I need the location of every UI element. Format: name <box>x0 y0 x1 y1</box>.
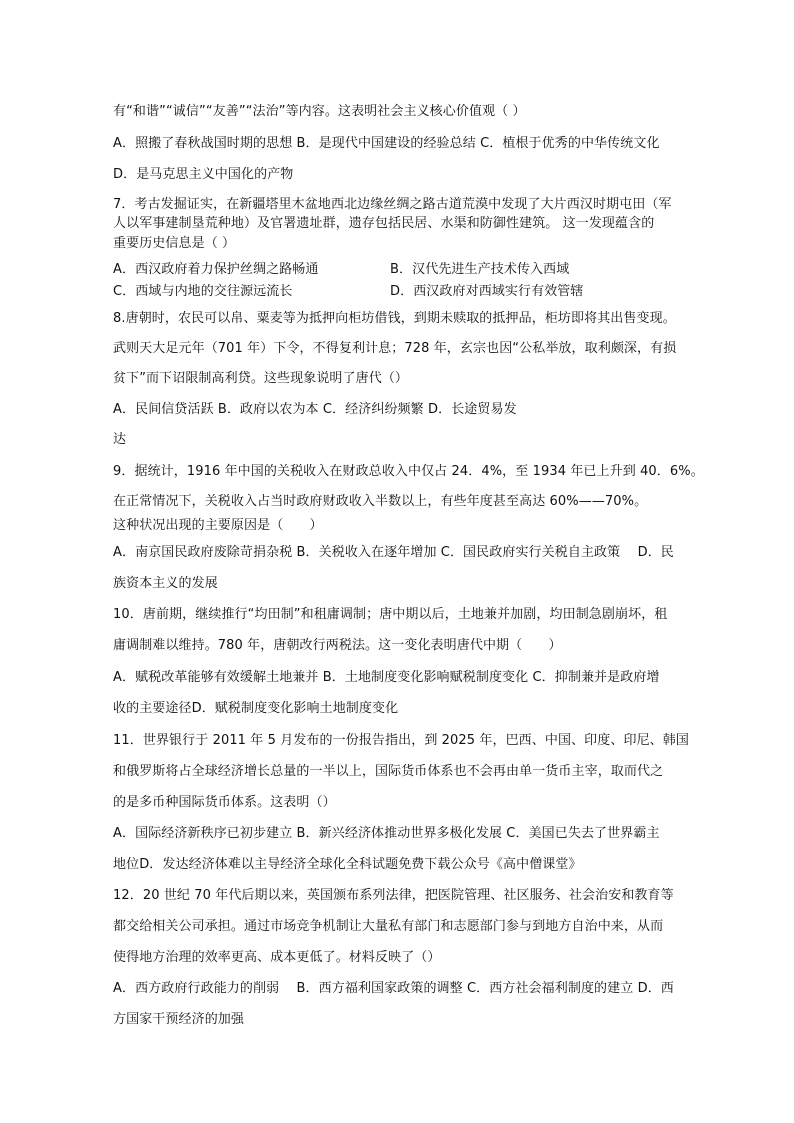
q8-options-line1: A．民间信贷活跃 B．政府以农为本 C．经济纠纷频繁 D．长途贸易发 <box>113 402 517 417</box>
q12-stem-line2: 都交给相关公司承担。通过市场竞争机制让大量私有部门和志愿部门参与到地方自治中来，从而 <box>113 919 664 934</box>
q6-options-line2: D．是马克思主义中国化的产物 <box>113 167 294 182</box>
q7-options-row2 <box>113 284 584 300</box>
q12-options-line2: 方国家干预经济的加强 <box>113 1012 245 1027</box>
q9-stem-line3: 这种状况出现的主要原因是（ ） <box>113 518 323 533</box>
q7-option-b: B．汉代先进生产技术传入西域 <box>390 262 570 277</box>
q11-options-line2: 地位D．发达经济体难以主导经济全球化全科试题免费下载公众号《高中僧课堂》 <box>113 857 582 872</box>
q12-stem-line1: 12．20 世纪 70 年代后期以来，英国颁布系列法律，把医院管理、社区服务、社会治安和教育等 <box>113 888 674 903</box>
q7-options-row1 <box>113 262 570 278</box>
q8-options-line2: 达 <box>113 432 127 447</box>
q12-stem-line3: 使得地方治理的效率更高、成本更低了。材料反映了（） <box>113 950 441 965</box>
q7-stem-line1: 7．考古发掘证实，在新疆塔里木盆地西北边缘丝绸之路古道荒漠中发现了大片西汉时期屯田（军 <box>113 197 672 212</box>
q6-stem-end: 有“和谐”“诚信”“友善”“法治”等内容。这表明社会主义核心价值观（ ） <box>113 104 526 119</box>
q11-options-line1: A．国际经济新秩序已初步建立 B．新兴经济体推动世界多极化发展 C．美国已失去了世界霸主 <box>113 826 660 841</box>
q9-stem-line2: 在正常情况下，关税收入占当时政府财政收入半数以上，有些年度甚至高达 60%——70%。 <box>113 494 648 509</box>
q9-options-line2: 族资本主义的发展 <box>113 576 218 591</box>
q9-options-line1: A．南京国民政府废除苛捐杂税 B．关税收入在逐年增加 C．国民政府实行关税自主政策 D．民 <box>113 545 674 560</box>
q7-stem-line3: 重要历史信息是（ ） <box>113 236 236 251</box>
q11-stem-line3: 的是多币种国际货币体系。这表明（） <box>113 795 336 810</box>
q10-options-line2: 收的主要途径D．赋税制度变化影响土地制度变化 <box>113 701 399 716</box>
q7-option-c: C．西域与内地的交往源远流长 <box>113 284 293 299</box>
q8-stem-line1: 8.唐朝时，农民可以帛、粟麦等为抵押向柜坊借钱，到期未赎取的抵押品，柜坊即将其出售变现。 <box>113 311 676 326</box>
q12-options-line1: A．西方政府行政能力的削弱 B．西方福利国家政策的调整 C．西方社会福利制度的建立 D．西 <box>113 981 674 996</box>
q6-options-line1: A．照搬了春秋战国时期的思想 B．是现代中国建设的经验总结 C．植根于优秀的中华传统文化 <box>113 136 660 151</box>
q7-stem-line2: 人以军事建制垦荒种地）及官署遗址群，遗存包括民居、水渠和防御性建筑。 这一发现蕴含的 <box>113 216 655 231</box>
q8-stem-line2: 武则天大足元年（701 年）下令，不得复利计息；728 年，玄宗也因“公私举放，取利颇深，有损 <box>113 341 677 356</box>
q7-option-a: A．西汉政府着力保护丝绸之路畅通 <box>113 262 319 277</box>
q7-option-d: D．西汉政府对西域实行有效管辖 <box>390 284 584 299</box>
q10-options-line1: A．赋税改革能够有效缓解土地兼并 B．土地制度变化影响赋税制度变化 C．抑制兼并是政府增 <box>113 670 660 685</box>
q11-stem-line1: 11．世界银行于 2011 年 5 月发布的一份报告指出，到 2025 年，巴西、中国、印度、印尼、韩国 <box>113 733 689 748</box>
q8-stem-line3: 贫下”而下诏限制高利贷。这些现象说明了唐代（） <box>113 371 409 386</box>
q11-stem-line2: 和俄罗斯将占全球经济增长总量的一半以上，国际货币体系也不会再由单一货币主宰，取而代之 <box>113 764 664 779</box>
q10-stem-line2: 庸调制难以维持。780 年，唐朝改行两税法。这一变化表明唐代中期（ ） <box>113 638 562 653</box>
q9-stem-line1: 9．据统计，1916 年中国的关税收入在财政总收入中仅占 24．4%，至 1934 年已上升到 40．6%。 <box>113 464 704 479</box>
q10-stem-line1: 10．唐前期，继续推行“均田制”和租庸调制；唐中期以后，土地兼并加剧，均田制急剧崩坏，租 <box>113 607 668 622</box>
